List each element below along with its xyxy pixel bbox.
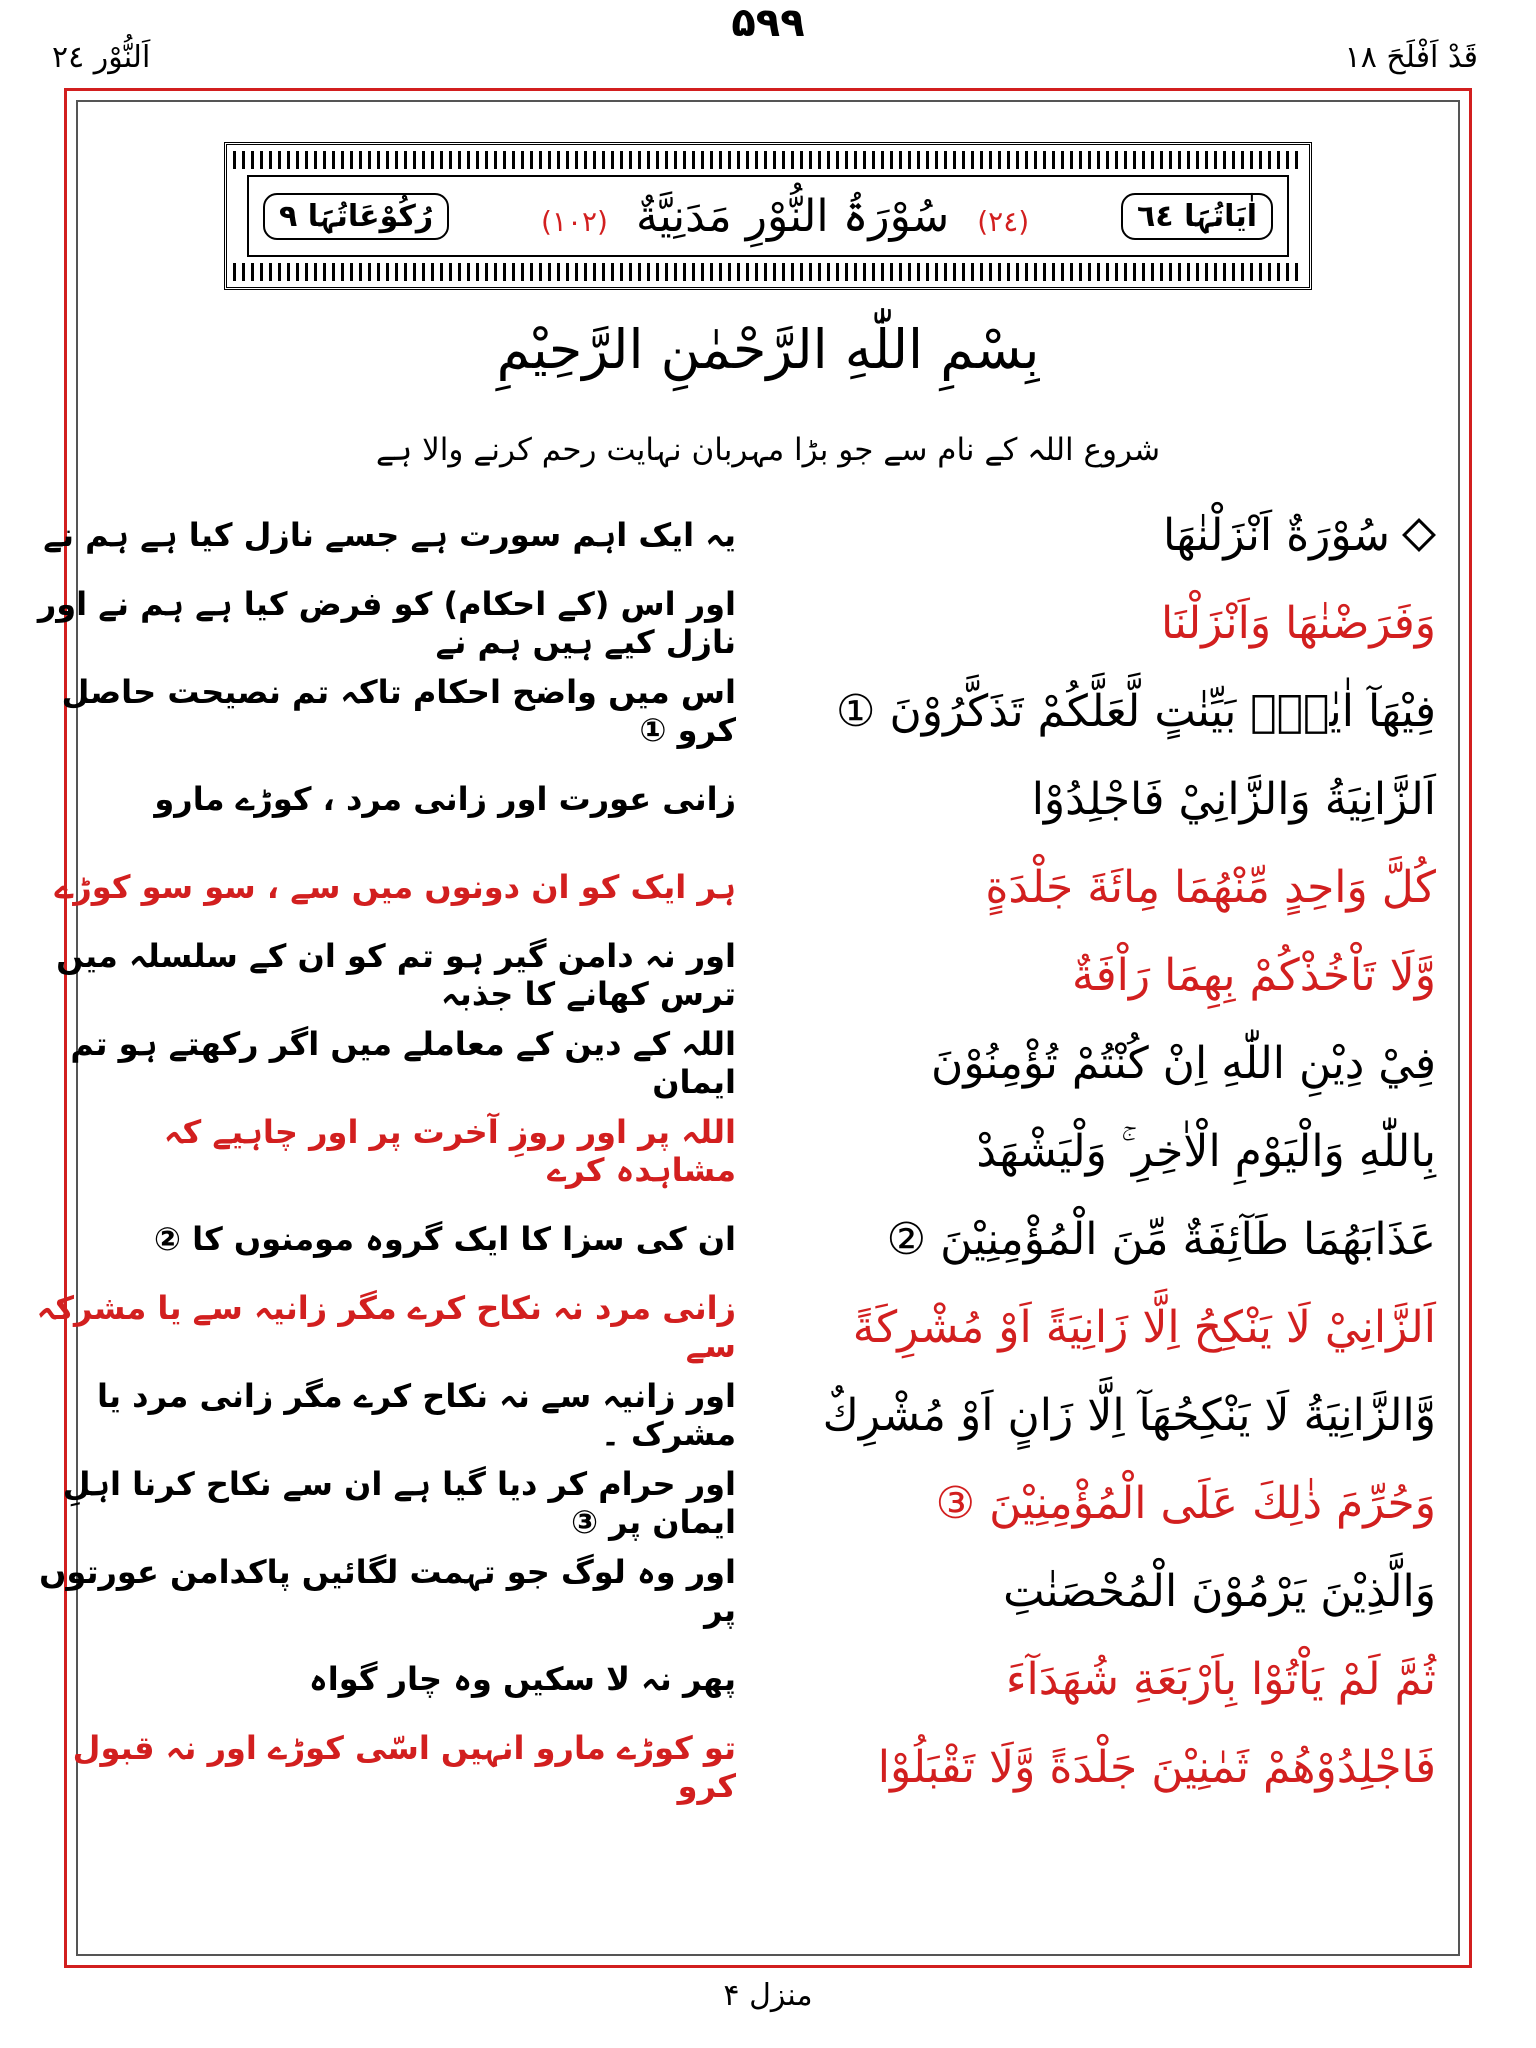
urdu-line: ان کی سزا کا ایک گروہ مومنوں کا ② xyxy=(153,1220,736,1258)
urdu-line: اور وہ لوگ جو تہمت لگائیں پاکدامن عورتوں پر xyxy=(39,1553,736,1629)
ayat-count-cartouche: اٰیَاتُہَا ٦٤ xyxy=(1121,193,1273,240)
arabic-line: بِاللّٰهِ وَالْيَوْمِ الْاٰخِرِ ۚ وَلْيَشْهَدْ xyxy=(976,1125,1436,1177)
urdu-line: اللہ پر اور روزِ آخرت پر اور چاہیے کہ مشاہدہ کرے xyxy=(163,1113,736,1189)
arabic-line: وَّلَا تَاْخُذْكُمْ بِهِمَا رَاْفَةٌ xyxy=(1072,949,1436,1001)
banner-ornament-bottom xyxy=(233,263,1303,281)
surah-title: سُوْرَۃُ النُّوْرِ مَدَنِيَّةٌ xyxy=(635,190,950,242)
page-number: ۵۹۹ xyxy=(731,0,805,46)
arabic-line: كُلَّ وَاحِدٍ مِّنْهُمَا مِائَةَ جَلْدَةٍ xyxy=(985,861,1436,913)
arabic-line: عَذَابَهُمَا طَآئِفَةٌ مِّنَ الْمُؤْمِنِيْنَ ② xyxy=(886,1213,1436,1265)
banner-content xyxy=(247,175,1289,257)
urdu-line: اور نہ دامن گیر ہو تم کو ان کے سلسلہ میں ترس کھانے کا جذبہ xyxy=(56,937,736,1013)
urdu-line: اور زانیہ سے نہ نکاح کرے مگر زانی مرد یا مشرک ۔ xyxy=(97,1377,736,1453)
urdu-line: اور اس (کے احکام) کو فرض کیا ہے ہم نے اور نازل کیے ہیں ہم نے xyxy=(37,585,736,661)
bismillah-translation: شروع اللہ کے نام سے جو بڑا مہربان نہایت رحم کرنے والا ہے xyxy=(375,432,1161,468)
arabic-line: وَفَرَضْنٰهَا وَاَنْزَلْنَا xyxy=(1161,597,1436,649)
urdu-line: اور حرام کر دیا گیا ہے ان سے نکاح کرنا اہلِ ایمان پر ③ xyxy=(62,1465,736,1541)
arabic-line: فِيْ دِيْنِ اللّٰهِ اِنْ كُنْتُمْ تُؤْمِنُوْنَ xyxy=(931,1037,1436,1089)
surah-header-label: اَلنُّوْر ٢٤ xyxy=(52,40,151,75)
urdu-line: پھر نہ لا سکیں وہ چار گواہ xyxy=(309,1660,736,1698)
manzil-label: منزل ۴ xyxy=(723,1978,813,2013)
urdu-line: تو کوڑے مارو انہیں اسّی کوڑے اور نہ قبول کرو xyxy=(72,1729,736,1805)
arabic-line: اَلزَّانِيَةُ وَالزَّانِيْ فَاجْلِدُوْا xyxy=(1031,773,1436,825)
urdu-line: اللہ کے دین کے معاملے میں اگر رکھتے ہو تم ایمان xyxy=(70,1025,736,1101)
bismillah: بِسْمِ اللّٰهِ الرَّحْمٰنِ الرَّحِيْمِ xyxy=(496,318,1040,381)
urdu-line: زانی مرد نہ نکاح کرے مگر زانیہ سے یا مشرکہ سے xyxy=(36,1289,736,1365)
ruku-count-cartouche: رُکُوْعَاتُہَا ٩ xyxy=(263,193,449,240)
banner-ornament-top xyxy=(233,151,1303,169)
arabic-line: وَالَّذِيْنَ يَرْمُوْنَ الْمُحْصَنٰتِ xyxy=(1003,1565,1436,1617)
urdu-line: اس میں واضح احکام تاکہ تم نصیحت حاصل کرو ① xyxy=(61,673,736,749)
urdu-line: زانی عورت اور زانی مرد ، کوڑے مارو xyxy=(154,780,736,818)
surah-title-block xyxy=(449,191,1121,242)
revelation-order: (١٠٢) xyxy=(540,204,608,238)
arabic-line: وَحُرِّمَ ذٰلِكَ عَلَى الْمُؤْمِنِيْنَ ③ xyxy=(935,1477,1436,1529)
urdu-line: یہ ایک اہم سورت ہے جسے نازل کیا ہے ہم نے xyxy=(43,516,736,554)
ornament-icon xyxy=(1402,518,1436,552)
arabic-line: فِيْهَآ اٰيٰتٍۢ بَيِّنٰتٍ لَّعَلَّكُمْ تَذَكَّرُوْنَ ① xyxy=(836,685,1436,737)
arabic-line: ثُمَّ لَمْ يَاْتُوْا بِاَرْبَعَةِ شُهَدَآءَ xyxy=(1005,1653,1436,1705)
surah-banner xyxy=(224,142,1312,290)
arabic-line: سُوْرَةٌ اَنْزَلْنٰهَا xyxy=(676,492,1436,578)
urdu-line: ہر ایک کو ان دونوں میں سے ، سو سو کوڑے xyxy=(54,868,736,906)
arabic-line: فَاجْلِدُوْهُمْ ثَمٰنِيْنَ جَلْدَةً وَّلَا تَقْبَلُوْا xyxy=(877,1741,1436,1793)
juz-label: قَدْ اَفْلَحَ ١٨ xyxy=(1344,40,1478,75)
arabic-line: وَّالزَّانِيَةُ لَا يَنْكِحُهَآ اِلَّا زَانٍ اَوْ مُشْرِكٌ xyxy=(822,1389,1436,1441)
arabic-line: اَلزَّانِيْ لَا يَنْكِحُ اِلَّا زَانِيَةً اَوْ مُشْرِكَةً xyxy=(852,1301,1436,1353)
surah-number: (٢٤) xyxy=(977,204,1030,238)
